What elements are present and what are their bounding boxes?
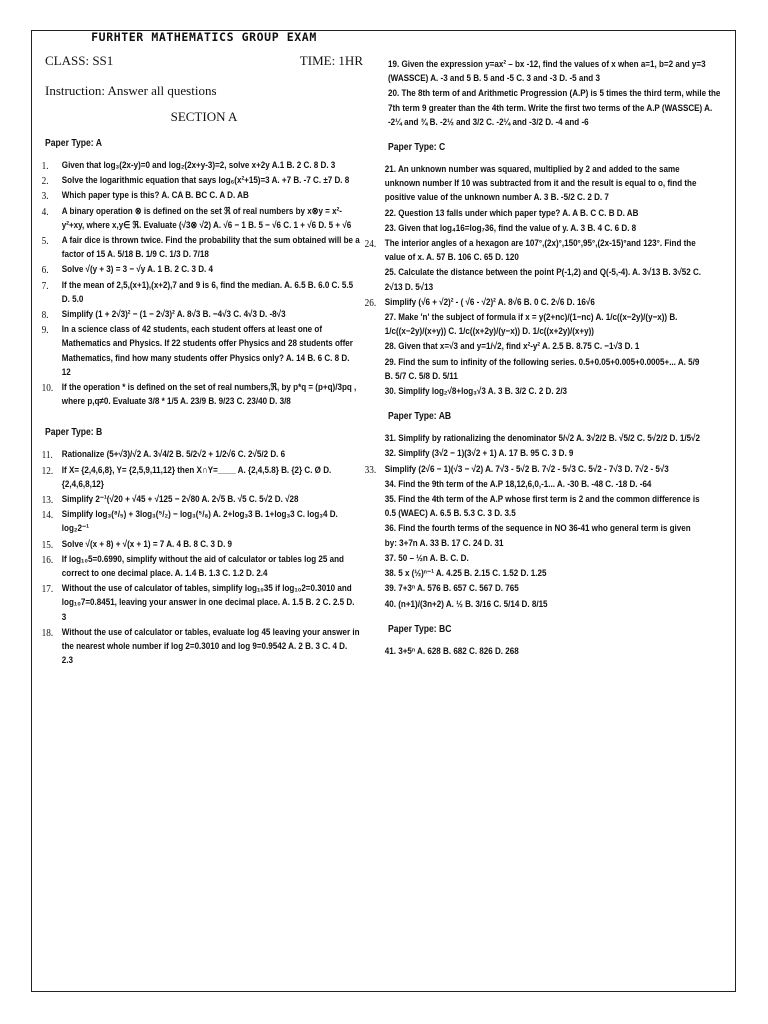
question-item: 41. 3+5ⁿ A. 628 B. 682 C. 826 D. 268 <box>384 645 519 657</box>
question-item: 5. A fair dice is thrown twice. Find the probability that the sum obtained will be a factor of 15 A. 5/18 B. 1/9 C. 1/3 D. 7/18 <box>41 235 360 261</box>
question-item: 37. 50 – ½n A. B. C. D. <box>384 552 469 564</box>
question-item: 20. The 8th term of and Arithmetic Progression (A.P) is 5 times the third term, while the 7th term 9 greater than the 4th term. Write the first two terms of the A.P (WASSCE) A. -2¼ and ¾ B. -2½ and 3/2 C. -2¼ and -3/2 D. -4 and -6 <box>388 88 721 128</box>
class-time-row <box>45 53 363 69</box>
instruction: Instruction: Answer all questions <box>45 83 217 98</box>
question-item: 33. Simplify (2√6 − 1)(√3 − √2) A. 7√3 - 5√2 B. 7√2 - 5√3 C. 5√2 - 7√3 D. 7√2 - 5√3 <box>364 463 669 476</box>
paper-bc-questions <box>368 645 701 659</box>
question-item: 4. A binary operation ⊗ is defined on the set ℜ of real numbers by x⊗y = x²-y²+xy, where x,y∈ ℜ. Evaluate (√3⊗ √2) A. √6 − 1 B. 5 − √6 C. 1 + √6 D. 5 + √6 <box>41 205 352 231</box>
question-item: 2. Solve the logarithmic equation that says log₆(x²+15)=3 A. +7 B. -7 C. ±7 D. 8 <box>41 175 350 188</box>
class-label: CLASS: SS1 <box>45 53 114 68</box>
question-item: 24. The interior angles of a hexagon are 107°,(2x)°,150°,95°,(2x-15)°and 123°. Find the value of x. A. 57 B. 106 C. 65 D. 120 <box>364 238 696 264</box>
question-item: 31. Simplify by rationalizing the denominator 5/√2 A. 3√2/2 B. √5/2 C. 5√2/2 D. 1/5√2 <box>384 433 700 445</box>
question-item: 8. Simplify (1 + 2√3)² − (1 − 2√3)² A. 8√3 B. −4√3 C. 4√3 D. -8√3 <box>41 309 286 322</box>
question-item: 7. If the mean of 2,5,(x+1),(x+2),7 and 9 is 6, find the median. A. 6.5 B. 6.0 C. 5.5 D. 5.0 <box>41 279 354 305</box>
question-item: 3. Which paper type is this? A. CA B. BC C. A D. AB <box>41 190 249 203</box>
question-item: 9. In a science class of 42 students, each student offers at least one of Mathematics and Physics. If 22 students offer Physics and 28 students offer Mathematics, find how many students offer Physics only? A. 14 B. 6 C. 8 D. 12 <box>41 324 353 378</box>
right-top-questions <box>388 58 721 130</box>
question-item: 17. Without the use of calculator of tables, simplify log₁₀35 if log₁₀2=0.3010 and log₁₀7=0.8451, leaving your answer in one decimal place. A. 1.5 B. 2 C. 2.5 D. 3 <box>41 583 355 623</box>
question-item: 32. Simplify (3√2 − 1)(3√2 + 1) A. 17 B. 95 C. 3 D. 9 <box>384 448 574 460</box>
question-item: 36. Find the fourth terms of the sequence in NO 36-41 who general term is given by: 3+7n A. 33 B. 17 C. 24 D. 31 <box>384 523 691 549</box>
question-item: 1. Given that log₃(2x-y)=0 and log₂(2x+y-3)=2, solve x+2y A.1 B. 2 C. 8 D. 3 <box>41 160 336 172</box>
question-item: 14. Simplify log₃(⁸/₅) + 3log₃(⁵/₂) − log₃(⁵/₈) A. 2+log₃3 B. 1+log₃3 C. log₃4 D. log₂2⁻¹ <box>41 509 338 535</box>
question-item: 10. If the operation * is defined on the set of real numbers,ℜ, by p*q = (p+q)/3pq , where p,q≠0. Evaluate 3/8 * 1/5 A. 23/9 B. 9/23 C. 23/40 D. 3/8 <box>41 382 357 408</box>
paper-c-questions <box>364 163 702 399</box>
question-item: 40. (n+1)/(3n+2) A. ½ B. 3/16 C. 5/14 D. 8/15 <box>384 598 548 610</box>
question-item: 26. Simplify (√6 + √2)² - ( √6 - √2)² A. 8√6 B. 0 C. 2√6 D. 16√6 <box>364 296 595 309</box>
question-item: 22. Question 13 falls under which paper type? A. A B. C C. B D. AB <box>384 207 639 219</box>
question-item: 28. Given that x=√3 and y=1/√2, find x²-y² A. 2.5 B. 8.75 C. −1√3 D. 1 <box>384 341 640 353</box>
question-item: 27. Make 'n' the subject of formula if x = y(2+nc)/(1−nc) A. 1/c((x−2y)/(y−x)) B. 1/c((x−2y)/(x+y)) C. 1/c((x+2y)/(y−x)) D. 1/c((x+2y)/(x+y)) <box>384 312 678 338</box>
question-item: 23. Given that log₄16=log₇36, find the value of y. A. 3 B. 4 C. 6 D. 8 <box>384 222 637 234</box>
question-item: 39. 7+3ⁿ A. 576 B. 657 C. 567 D. 765 <box>384 583 519 595</box>
paper-ab-questions <box>364 432 701 611</box>
paper-b-questions <box>41 448 360 668</box>
right-column <box>364 58 724 660</box>
question-item: 34. Find the 9th term of the A.P 18,12,6,0,-1... A. -30 B. -48 C. -18 D. -64 <box>384 478 652 490</box>
question-item: 30. Simplify log₂√8+log₃√3 A. 3 B. 3/2 C. 2 D. 2/3 <box>384 386 568 398</box>
question-item: 19. Given the expression y=ax² – bx -12, find the values of x when a=1, b=2 and y=3 (WASSCE) A. -3 and 5 B. 5 and -5 C. 3 and -3 D. -5 and 3 <box>388 59 706 85</box>
question-item: 16. If log₁₀5=0.6990, simplify without the aid of calculator or tables log 25 and correct to one decimal place. A. 1.4 B. 1.3 C. 1.2 D. 2.4 <box>41 553 344 580</box>
question-item: 18. Without the use of calculator or tables, evaluate log 45 leaving your answer in the nearest whole number if log 2=0.3010 and log 9=0.9542 A. 2 B. 3 C. 4 D. 2.3 <box>41 626 360 667</box>
paper-type-c-label: Paper Type: C <box>388 141 446 154</box>
question-item: 6. Solve √(y + 3) = 3 − √y A. 1 B. 2 C. 3 D. 4 <box>41 264 214 277</box>
left-column <box>41 30 363 670</box>
question-item: 38. 5 x (½)ⁿ⁻¹ A. 4.25 B. 2.15 C. 1.52 D. 1.25 <box>384 568 547 580</box>
paper-a-questions <box>41 159 360 409</box>
question-item: 21. An unknown number was squared, multiplied by 2 and added to the same unknown number If 10 was subtracted from it and the result is equal to o, find the positive value of the unknown number A. 3 B. -5/2 C. 2 D. 7 <box>384 164 697 204</box>
question-item: 25. Calculate the distance between the point P(-1,2) and Q(-5,-4). A. 3√13 B. 3√52 C. 2√13 D. 5√13 <box>384 267 702 293</box>
question-item: 29. Find the sum to infinity of the following series. 0.5+0.05+0.005+0.0005+... A. 5/9 B. 5/7 C. 5/8 D. 5/11 <box>384 356 700 382</box>
question-item: 13. Simplify 2⁻¹(√20 + √45 + √125 − 2√80 A. 2√5 B. √5 C. 5√2 D. √28 <box>41 494 299 507</box>
question-item: 12. If X= {2,4,6,8}, Y= {2,5,9,11,12} then X∩Y=____ A. {2,4,5.8} B. {2} C. Ø D. {2,4,6,8,12} <box>41 464 332 490</box>
time-label: TIME: 1HR <box>299 53 363 68</box>
exam-title: FURHTER MATHEMATICS GROUP EXAM <box>91 30 317 44</box>
paper-type-a-label: Paper Type: A <box>45 137 102 149</box>
paper-type-bc-label: Paper Type: BC <box>388 622 452 635</box>
paper-type-b-label: Paper Type: B <box>45 426 103 439</box>
section-heading: SECTION A <box>170 109 238 124</box>
question-item: 11. Rationalize (5+√3)/√2 A. 3√4/2 B. 5/2√2 + 1/2√6 C. 2√5/2 D. 6 <box>41 449 286 462</box>
question-item: 15. Solve √(x + 8) + √(x + 1) = 7 A. 4 B. 8 C. 3 D. 9 <box>41 538 233 551</box>
paper-type-ab-label: Paper Type: AB <box>388 410 452 423</box>
question-item: 35. Find the 4th term of the A.P whose first term is 2 and the common difference is 0.5 (WAEC) A. 6.5 B. 5.3 C. 3 D. 3.5 <box>384 494 700 520</box>
